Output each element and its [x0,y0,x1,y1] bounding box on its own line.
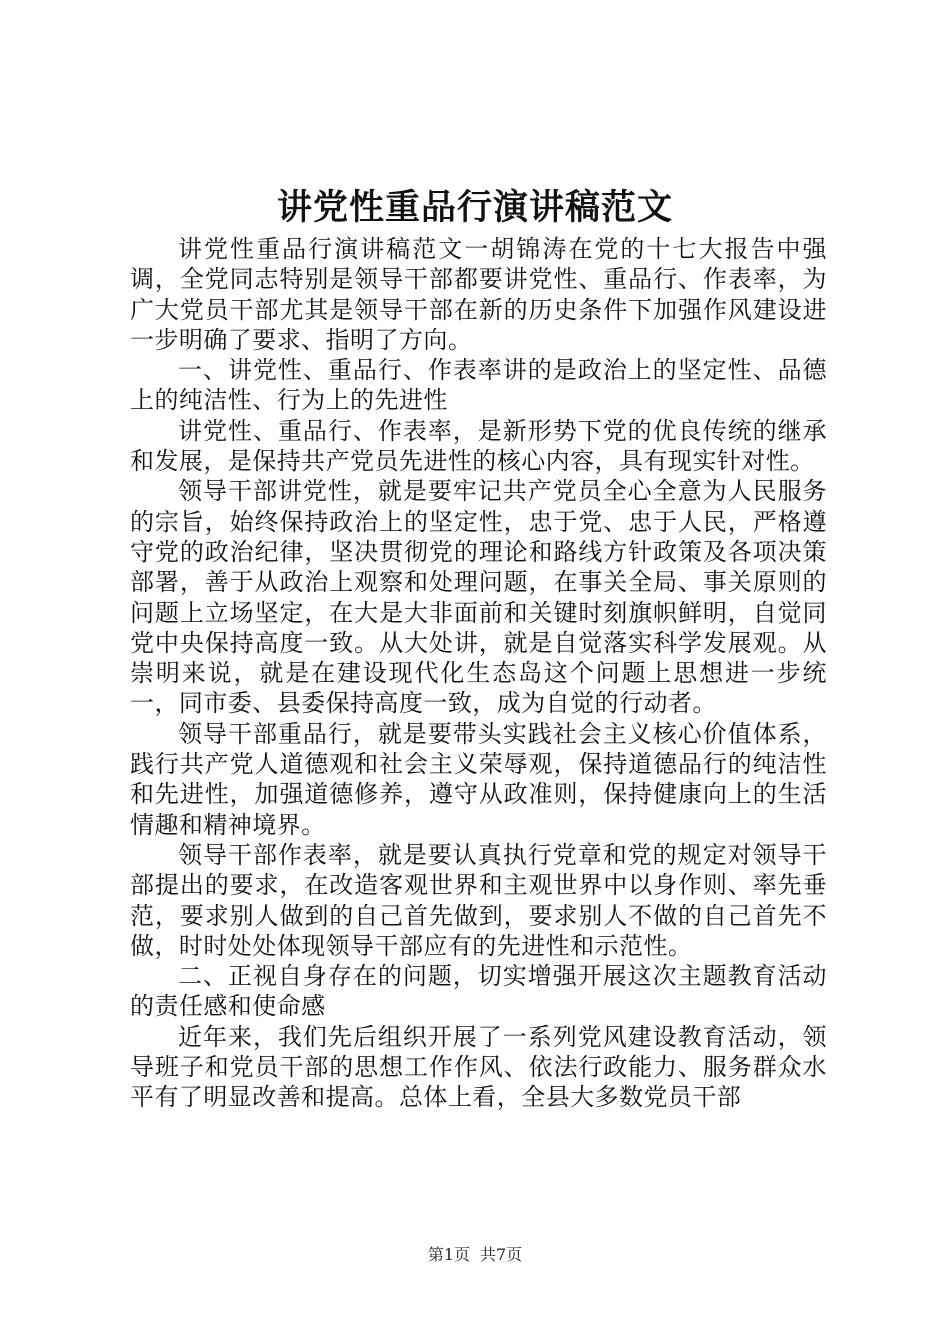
body-paragraph: 讲党性重品行演讲稿范文一胡锦涛在党的十七大报告中强调，全党同志特别是领导干部都要讲党性、重品行、作表率，为广大党员干部尤其是领导干部在新的历史条件下加强作风建设进一步明确了要求、指明了方向。 [130,235,827,354]
document-title: 讲党性重品行演讲稿范文 [276,187,673,228]
body-paragraph: 领导干部讲党性，就是要牢记共产党员全心全意为人民服务的宗旨，始终保持政治上的坚定性，忠于党、忠于人民，严格遵守党的政治纪律，坚决贯彻党的理论和路线方针政策及各项决策部署，善于从政治上观察和处理问题，在事关全局、事关原则的问题上立场坚定，在大是大非面前和关键时刻旗帜鲜明，自觉同党中央保持高度一致。从大处讲，就是自觉落实科学发展观。从崇明来说，就是在建设现代化生态岛这个问题上思想进一步统一，同市委、县委保持高度一致，成为自觉的行动者。 [130,477,827,718]
section-heading-1: 一、讲党性、重品行、作表率讲的是政治上的坚定性、品德上的纯洁性、行为上的先进性 [130,356,827,415]
section-heading-2: 二、正视自身存在的问题，切实增强开展这次主题教育活动的责任感和使命感 [130,962,827,1021]
body-paragraph: 领导干部作表率，就是要认真执行党章和党的规定对领导干部提出的要求，在改造客观世界和主观世界中以身作则、率先垂范，要求别人做到的自己首先做到，要求别人不做的自己首先不做，时时处处体现领导干部应有的先进性和示范性。 [130,840,827,960]
page-number: 第1页 [427,1245,470,1264]
document-body [130,234,827,1113]
body-paragraph: 讲党性、重品行、作表率，是新形势下党的优良传统的继承和发展，是保持共产党员先进性的核心内容，具有现实针对性。 [130,416,827,476]
body-paragraph: 领导干部重品行，就是要带头实践社会主义核心价值体系，践行共产党人道德观和社会主义荣辱观，保持道德品行的纯洁性和先进性，加强道德修养，遵守从政准则，保持健康向上的生活情趣和精神境界。 [130,719,827,839]
page-footer [0,1245,950,1265]
body-paragraph: 近年来，我们先后组织开展了一系列党风建设教育活动，领导班子和党员干部的思想工作作风、依法行政能力、服务群众水平有了明显改善和提高。总体上看，全县大多数党员干部 [130,1022,827,1112]
page-total: 共7页 [480,1245,523,1264]
